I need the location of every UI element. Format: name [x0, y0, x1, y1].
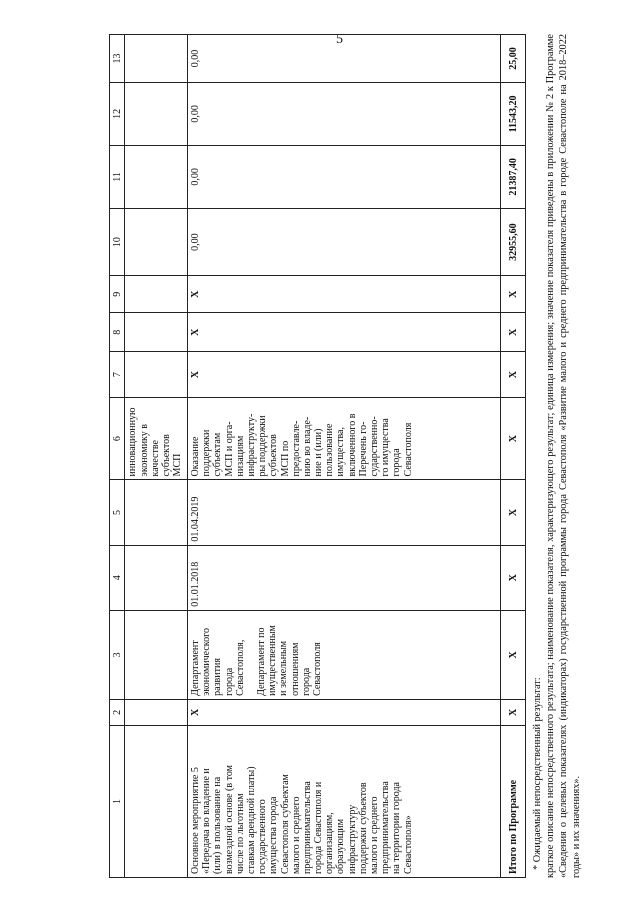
cell-x: Х	[188, 699, 501, 725]
empty-cell	[125, 480, 188, 545]
empty-cell	[125, 545, 188, 610]
empty-cell	[125, 276, 188, 313]
header-cell: 2	[110, 699, 125, 725]
header-cell: 12	[110, 82, 125, 145]
cell-x: Х	[501, 610, 526, 699]
activity-row	[188, 35, 501, 878]
empty-cell	[125, 82, 188, 145]
activity-name: Основное мероприятие 5 «Передача во владение и (или) в пользование на возмездной основе (в том числе по льготным ставкам арендной платы) государственного имущества города Севастополя субъектам малого и среднего предпринимательства города Севастополя и организациям, образующим инфраструктуру поддержки субъектов малого и среднего предпринимательства на территории города Севастополя»	[188, 725, 501, 877]
header-row	[110, 35, 125, 878]
header-cell: 5	[110, 480, 125, 545]
empty-cell	[125, 610, 188, 699]
header-cell: 13	[110, 35, 125, 83]
program-activities-table	[109, 34, 526, 878]
cell-x: Х	[501, 313, 526, 352]
executor-property-dept: Департамент по имущественным и земельным отношениям города Севастополя	[255, 625, 323, 696]
header-cell: 8	[110, 313, 125, 352]
header-cell: 7	[110, 352, 125, 398]
footnote	[532, 34, 583, 878]
cell-x: Х	[501, 352, 526, 398]
funding-value: 0,00	[188, 208, 501, 275]
total-value: 32955,60	[501, 208, 526, 275]
end-date: 01.04.2019	[188, 480, 501, 545]
cell-x: Х	[188, 276, 501, 313]
page-number: 5	[336, 32, 343, 47]
header-cell: 3	[110, 610, 125, 699]
cell-x: Х	[501, 545, 526, 610]
funding-value: 0,00	[188, 145, 501, 208]
cell-x: Х	[501, 276, 526, 313]
total-value: 25,00	[501, 35, 526, 83]
total-value: 21387,40	[501, 145, 526, 208]
cell-x: Х	[188, 313, 501, 352]
executor-economic-dept: Департамент экономического развития города Севастополя,	[190, 628, 246, 696]
header-cell: 6	[110, 397, 125, 480]
funding-value: 0,00	[188, 35, 501, 83]
empty-cell	[125, 352, 188, 398]
header-cell: 1	[110, 725, 125, 877]
header-cell: 4	[110, 545, 125, 610]
footnote-body: краткое описание непосредственного результата; наименование показателя, характеризующего результат; единица измерения; значение показателя приведены в приложении № 2 к Программе «Сведения о целевых показателях (индикаторах) государственной программы города Севастополя «Развитие малого и среднего предпринимательства в городе Севастополе на 2018–2022 годы» и их значениях».	[544, 34, 582, 878]
empty-cell	[125, 725, 188, 877]
total-row	[501, 35, 526, 878]
responsible-executors	[188, 610, 501, 699]
cell-x: Х	[501, 397, 526, 480]
start-date: 01.01.2018	[188, 545, 501, 610]
header-cell: 9	[110, 276, 125, 313]
empty-cell	[125, 35, 188, 83]
empty-cell	[125, 208, 188, 275]
empty-cell	[125, 699, 188, 725]
cell-x: Х	[501, 480, 526, 545]
total-value: 11543,20	[501, 82, 526, 145]
continuation-row	[125, 35, 188, 878]
footnote-title: * Ожидаемый непосредственный результат:	[532, 677, 543, 870]
total-label: Итого по Программе	[501, 725, 526, 877]
result-description-continued: инновационную экономику в качестве субъектов МСП	[125, 397, 188, 480]
empty-cell	[125, 313, 188, 352]
funding-value: 0,00	[188, 82, 501, 145]
cell-x: Х	[501, 699, 526, 725]
result-description: Оказание поддержки субъектам МСП и орга- низациям инфраструкту- ры поддержки субъектов МСП по предоставле- нию во владе- ние и (или) пользование имущества, включенного в Перечень го- сударственно- го имущества города Севастополя	[188, 397, 501, 480]
header-cell: 11	[110, 145, 125, 208]
header-cell: 10	[110, 208, 125, 275]
cell-x: Х	[188, 352, 501, 398]
empty-cell	[125, 145, 188, 208]
